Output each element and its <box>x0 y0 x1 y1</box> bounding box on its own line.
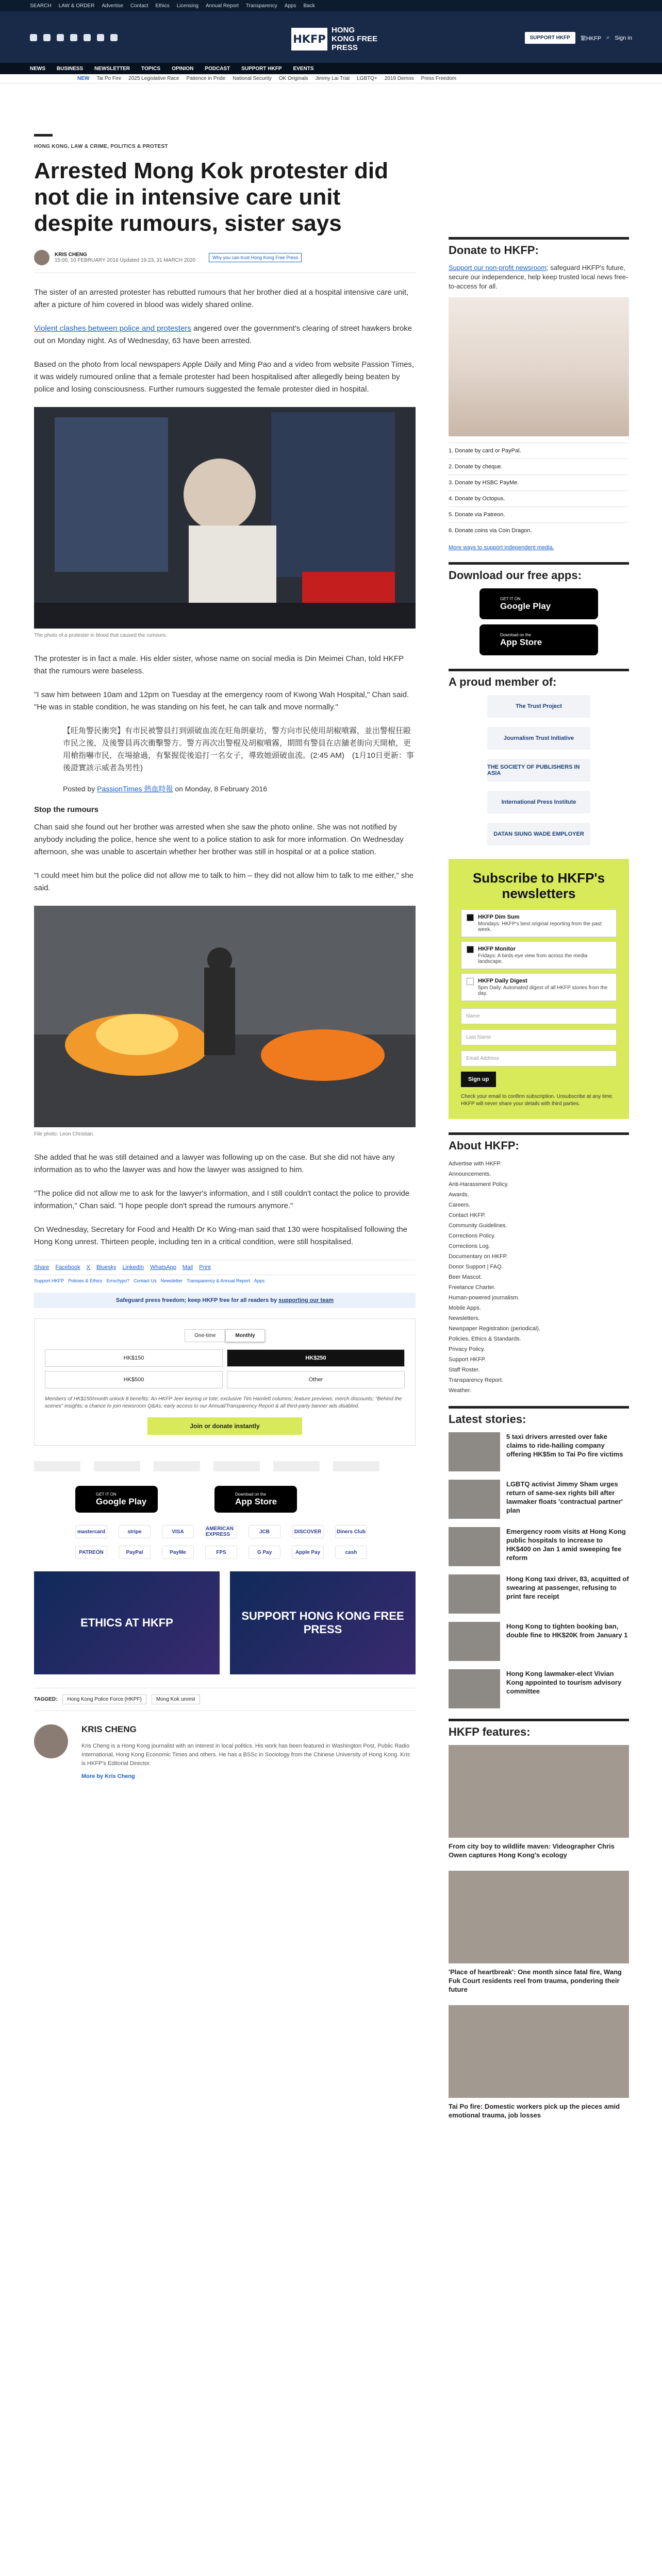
about-link[interactable]: Advertise with HKFP. <box>449 1161 502 1167</box>
about-link[interactable]: Staff Roster. <box>449 1367 480 1373</box>
donate-heading: Donate to HKFP: <box>449 244 539 257</box>
story-title[interactable]: Emergency room visits at Hong Kong public hospitals to increase to HK$400 on Jan 1 amid sweeping fee reform <box>506 1528 626 1562</box>
support-link[interactable]: Policies & Ethics <box>68 1278 103 1283</box>
about-link[interactable]: Corrections Log. <box>449 1243 490 1249</box>
checkbox-checked[interactable] <box>467 914 474 921</box>
member-badges-row <box>34 1461 416 1471</box>
about-link[interactable]: Newsletters. <box>449 1315 480 1321</box>
app-store-button[interactable] <box>214 1486 297 1513</box>
story-title[interactable]: Hong Kong taxi driver, 83, acquitted of swearing at passenger, refusing to print fare receipt <box>506 1575 629 1600</box>
trending-item[interactable]: 2019 Demos <box>384 76 414 81</box>
about-link[interactable]: Human-powered journalism. <box>449 1295 520 1301</box>
support-hkfp-button[interactable]: SUPPORT HKFP <box>525 32 575 44</box>
newsletter-signup <box>449 859 629 1119</box>
header-actions <box>525 32 633 44</box>
paragraph: Chan said she found out her brother was arrested when she saw the photo online. She was not notified by anybody including the police, hence she went to a police station to ask for more information. On Wednesday afternoon, she was unable to ascertain whether her brother was still in hospital or at a police station. <box>34 823 404 856</box>
share-facebook[interactable]: Facebook <box>55 1264 80 1270</box>
embedded-post-credit <box>63 784 416 794</box>
paragraph: The sister of an arrested protester has rebutted rumours that her brother died at a hospital intensive care unit, after a picture of him covered in blood was widely shared online. <box>34 288 409 309</box>
store-small: GET IT ON <box>500 596 521 601</box>
about-links <box>449 1159 629 1396</box>
facebook-icon[interactable] <box>30 34 37 41</box>
donate-method[interactable]: 3. Donate by HSBC PayMe. <box>449 474 629 490</box>
author-photo[interactable] <box>34 1724 68 1758</box>
about-link[interactable]: Beer Mascot. <box>449 1274 482 1280</box>
about-link[interactable]: Documentary on HKFP. <box>449 1253 508 1260</box>
trending-item[interactable]: Patience in Pride <box>186 76 226 81</box>
section-heading: Stop the rumours <box>34 805 99 814</box>
social-icons <box>30 34 118 41</box>
about-link[interactable]: Donor Support | FAQ. <box>449 1264 503 1270</box>
paragraph: On Wednesday, Secretary for Food and Health Dr Ko Wing-man said that 130 were hospitalised following the Hong Kong unrest. Thirteen people, including ten in a critical condition, were still hospitalised. <box>34 1225 407 1246</box>
logo-text: HONG KONG FREE PRESS <box>332 26 378 52</box>
story-title[interactable]: Hong Kong lawmaker-elect Vivian Kong appointed to tourism advisory committee <box>506 1670 622 1695</box>
tag[interactable]: Mong Kok unrest <box>152 1694 200 1704</box>
app-store-button[interactable] <box>479 624 598 655</box>
about-link[interactable]: Corrections Policy. <box>449 1233 495 1239</box>
badge-logo <box>333 1461 379 1471</box>
tag[interactable]: Hong Kong Police Force (HKPF) <box>62 1694 146 1704</box>
checkbox-unchecked[interactable] <box>467 978 474 985</box>
feature-image[interactable] <box>449 1871 629 1963</box>
payment-logo: stripe <box>119 1525 151 1538</box>
newsletter-note: Check your email to confirm subscription. Unsubscribe at any time. HKFP will never share your details with third parties. <box>461 1094 614 1107</box>
story-thumbnail[interactable] <box>449 1574 500 1614</box>
topbar-advertise[interactable]: Advertise <box>102 3 124 9</box>
donate-method[interactable]: 5. Donate via Patreon. <box>449 506 629 522</box>
signin-link[interactable]: Sign in <box>615 35 632 41</box>
passiontimes-link[interactable]: PassionTimes 熱血時報 <box>97 785 173 793</box>
newsletter-option[interactable] <box>461 973 617 1001</box>
store-name: Google Play <box>96 1496 147 1506</box>
story-thumbnail[interactable] <box>449 1432 500 1471</box>
store-name: App Store <box>235 1496 277 1506</box>
topbar-annual-report[interactable]: Annual Report <box>205 3 239 9</box>
story-item[interactable] <box>449 1622 629 1661</box>
about-link[interactable]: Weather. <box>449 1387 471 1394</box>
rss-icon[interactable] <box>110 34 118 41</box>
support-link[interactable]: Contact Us <box>134 1278 157 1283</box>
payment-logo: AMERICAN EXPRESS <box>205 1525 237 1538</box>
support-link[interactable]: Apps <box>254 1278 265 1283</box>
badge-logo <box>273 1461 320 1471</box>
newsletter-name: HKFP Monitor <box>478 946 516 952</box>
author-box <box>34 1724 416 1780</box>
lang-switch[interactable]: 繁HKFP <box>580 35 602 42</box>
donate-text-rest: ; safeguard HKFP's future, secure our independence, help keep trusted local news free-to-access for all. <box>449 264 628 290</box>
badge-logo <box>213 1461 260 1471</box>
members-benefits: Members of HK$150/month unlock 8 benefits: An HKFP Jeer keyring or tote; exclusive Tim Hamlett columns; feature previews; merch discounts; "Behind the scenes" insights; a chance to join newsroom Q&As; early access to our Annual/Transparency Report & all third-party banner ads disabled. <box>45 1396 402 1409</box>
support-links <box>34 1278 416 1283</box>
badge-logo <box>154 1461 200 1471</box>
newsletter-desc: Mondays: HKFP's best original reporting from the past week. <box>478 921 602 933</box>
nav-news[interactable]: NEWS <box>30 65 45 72</box>
feature-item[interactable] <box>449 1871 629 1994</box>
share-whatsapp[interactable]: WhatsApp <box>150 1264 176 1270</box>
instagram-icon[interactable] <box>43 34 51 41</box>
payment-logo: mastercard <box>75 1525 107 1538</box>
topbar-search[interactable]: SEARCH <box>30 3 52 9</box>
signup-button[interactable]: Sign up <box>461 1072 496 1087</box>
story-thumbnail[interactable] <box>449 1622 500 1661</box>
newsletter-desc: Fridays: A birds-eye view from across the media landscape. <box>478 953 588 964</box>
payment-logo: Diners Club <box>335 1525 367 1538</box>
amount-options <box>45 1349 405 1388</box>
posted-prefix: Posted by <box>63 785 97 793</box>
search-icon[interactable]: ⌕ <box>606 35 610 41</box>
payment-methods <box>34 1525 416 1559</box>
donate-method[interactable]: 2. Donate by cheque. <box>449 459 629 474</box>
file-photo <box>34 906 416 1127</box>
toggle-monthly[interactable]: Monthly <box>225 1329 264 1342</box>
paragraph-text: angered over the government's clearing of street hawkers broke out on Monday night. As of Wednesday, 63 have been arrested. <box>34 324 412 345</box>
promo-banners <box>34 1571 416 1674</box>
payment-logo: Apple Pay <box>292 1546 324 1559</box>
badge-logo <box>34 1461 80 1471</box>
topbar-apps[interactable]: Apps <box>284 3 296 9</box>
payment-logo: PayPal <box>119 1546 151 1559</box>
more-ways-link[interactable]: More ways to support independent media. <box>449 545 554 551</box>
about-link[interactable]: Careers. <box>449 1202 471 1208</box>
about-link[interactable]: Freelance Charter. <box>449 1284 496 1291</box>
store-small: Download on the <box>235 1492 267 1497</box>
tagged-label: TAGGED: <box>34 1697 58 1702</box>
support-link[interactable]: Transparency & Annual Report <box>187 1278 250 1283</box>
support-link[interactable]: Error/typo? <box>106 1278 130 1283</box>
paragraph: "I saw him between 10am and 12pm on Tuesday at the emergency room of Kwong Wah Hospital," Chan said. "He was in stable condition, he was standing on his feet, he can talk and move normally." <box>34 690 409 711</box>
photo-caption: File photo: Leon Christian. <box>34 1131 94 1137</box>
topbar-back[interactable]: Back <box>303 3 315 9</box>
about-link[interactable]: Support HKFP. <box>449 1357 486 1363</box>
tags-row <box>34 1688 416 1711</box>
trending-item[interactable]: Jimmy Lai Trial <box>315 76 350 81</box>
story-thumbnail[interactable] <box>449 1480 500 1519</box>
nav-support[interactable]: SUPPORT HKFP <box>241 65 282 72</box>
checkbox-checked[interactable] <box>467 946 474 953</box>
feature-image[interactable] <box>449 1745 629 1838</box>
donate-text <box>449 263 629 291</box>
article-categories[interactable]: HONG KONG, LAW & CRIME, POLITICS & PROTEST <box>34 144 168 149</box>
donate-method[interactable]: 6. Donate coins via Coin Dragon. <box>449 522 629 538</box>
nav-opinion[interactable]: OPINION <box>172 65 194 72</box>
nav-podcast[interactable]: PODCAST <box>205 65 230 72</box>
paragraph: She added that he was still detained and a lawyer was following up on the case. But she did not have any information as to who the lawyer was and how the lawyer was assigned to him. <box>34 1153 395 1174</box>
toggle-one-time[interactable]: One-time <box>185 1329 225 1342</box>
ethics-banner[interactable]: ETHICS AT HKFP <box>34 1571 220 1674</box>
youtube-icon[interactable] <box>97 34 104 41</box>
store-name: Google Play <box>500 601 551 611</box>
newsletter-option[interactable] <box>461 909 617 937</box>
topbar-transparency[interactable]: Transparency <box>245 3 277 9</box>
donate-widget <box>34 1318 416 1446</box>
linkedin-icon[interactable] <box>57 34 64 41</box>
share-mail[interactable]: Mail <box>182 1264 193 1270</box>
share-bluesky[interactable]: Bluesky <box>96 1264 117 1270</box>
store-name: App Store <box>500 637 542 647</box>
member-heading: A proud member of: <box>449 675 557 688</box>
share-label: Share <box>34 1264 49 1270</box>
logo-box: HKFP <box>291 28 327 50</box>
about-link[interactable]: Anti-Harassment Policy. <box>449 1181 509 1188</box>
frequency-toggle <box>45 1329 405 1342</box>
nav-business[interactable]: BUSINESS <box>57 65 84 72</box>
payment-logo: VISA <box>162 1525 194 1538</box>
photo-caption: The photo of a protester in blood that caused the rumours. <box>34 633 167 638</box>
photo-illustration <box>34 906 416 1127</box>
trending-item[interactable]: Tai Po Fire <box>96 76 122 81</box>
donate-methods <box>449 443 629 538</box>
nav-newsletter[interactable]: NEWSLETTER <box>94 65 130 72</box>
trust-link[interactable]: Why you can trust Hong Kong Free Press <box>209 253 302 262</box>
google-play-button[interactable] <box>479 588 598 619</box>
nav-topics[interactable]: TOPICS <box>141 65 161 72</box>
about-link[interactable]: Announcements. <box>449 1171 491 1177</box>
amount-option[interactable]: HK$150 <box>45 1349 223 1367</box>
latest-section <box>449 1406 629 1708</box>
feature-image[interactable] <box>449 2005 629 2098</box>
payment-logo: cash <box>335 1546 367 1559</box>
safeguard-banner <box>34 1293 416 1308</box>
donate-method[interactable]: 4. Donate by Octopus. <box>449 490 629 506</box>
trending-label: NEW <box>77 76 90 81</box>
topbar-licensing[interactable]: Licensing <box>176 3 198 9</box>
author-avatar[interactable] <box>34 250 49 265</box>
store-small: Download on the <box>500 632 532 637</box>
photo-illustration <box>34 407 416 629</box>
trending-item[interactable]: LGBTQ+ <box>357 76 377 81</box>
payment-logo: PayMe <box>162 1546 194 1559</box>
member-logo[interactable]: Journalism Trust Initiative <box>487 727 590 750</box>
donate-method[interactable]: 1. Donate by card or PayPal. <box>449 443 629 459</box>
about-link[interactable]: Community Guidelines. <box>449 1223 507 1229</box>
share-linkedin[interactable]: LinkedIn <box>122 1264 144 1270</box>
features-heading: HKFP features: <box>449 1725 531 1738</box>
about-link[interactable]: Transparency Report. <box>449 1377 503 1383</box>
member-section <box>449 669 629 845</box>
kicker-bar <box>34 134 53 137</box>
share-print[interactable]: Print <box>199 1264 211 1270</box>
threads-icon[interactable] <box>84 34 91 41</box>
about-link[interactable]: Awards. <box>449 1192 469 1198</box>
posted-suffix: on Monday, 8 February 2016 <box>173 785 268 793</box>
apps-section <box>449 562 629 655</box>
story-title[interactable]: LGBTQ activist Jimmy Sham urges return of same-sex rights bill after lawmaker floats 'contractual partner' plan <box>506 1480 623 1514</box>
badge-logo <box>94 1461 140 1471</box>
story-item[interactable] <box>449 1669 629 1708</box>
about-section <box>449 1132 629 1396</box>
feature-title[interactable]: 'Place of heartbreak': One month since fatal fire, Wang Fuk Court residents reel from trauma, pondering their future <box>449 1968 622 1993</box>
about-link[interactable]: Policies, Ethics & Standards. <box>449 1336 521 1342</box>
x-icon[interactable] <box>70 34 77 41</box>
embedded-post-text: 【旺角警民衝突】有市民被警員打到頭破血流在旺角朗豪坊，警方向市民使用胡椒噴霧，並出警棍狂毆市民之後，及後警員再次衝擊警方。警方再次出警棍及胡椒噴霧，期間有警員在店舖老街向天開槍，更用槍指嚇市民，在場搶過，有緊握從後追打一名女子，導致她頭破血流。(2:45 AM) (1月10日更新：事後證實該示威者為男性) <box>63 726 414 772</box>
support-link[interactable]: Support HKFP <box>34 1278 64 1283</box>
payment-logo: DISCOVER <box>292 1525 324 1538</box>
topbar-ethics[interactable]: Ethics <box>155 3 170 9</box>
payment-logo: FPS <box>205 1546 237 1559</box>
paragraph: The protester is in fact a male. His elder sister, whose name on social media is Din Meimei Chan, told HKFP that the rumours were baseless. <box>34 654 404 675</box>
amount-option[interactable]: HK$500 <box>45 1371 223 1388</box>
app-store-row <box>34 1486 416 1513</box>
trending-item[interactable]: Press Freedom <box>421 76 456 81</box>
story-title[interactable]: Hong Kong to tighten booking ban, double fine to HK$20K from January 1 <box>506 1622 628 1639</box>
trending-item[interactable]: 2025 Legislative Race <box>128 76 179 81</box>
trending-item[interactable]: OK Originals <box>278 76 308 81</box>
top-utility-bar <box>0 0 662 11</box>
about-link[interactable]: Privacy Policy. <box>449 1346 485 1352</box>
support-link[interactable]: Newsletter <box>160 1278 183 1283</box>
feature-item[interactable] <box>449 1745 629 1859</box>
google-play-button[interactable] <box>75 1486 158 1513</box>
apps-heading: Download our free apps: <box>449 569 582 582</box>
byline <box>34 250 416 273</box>
article-body <box>34 286 416 1248</box>
share-x[interactable]: X <box>86 1264 91 1270</box>
paragraph: "The police did not allow me to ask for the lawyer's information, and I still couldn't contact the police to provide information," Chan said. "I hope people don't spread the rumours anymore." <box>34 1189 410 1210</box>
member-logos <box>449 695 629 845</box>
newsletter-heading: Subscribe to HKFP's newsletters <box>472 870 605 901</box>
story-title[interactable]: 5 taxi drivers arrested over fake claims to ride-hailing company offering HK$5m to Tai Po fire victims <box>506 1433 623 1458</box>
author-bio: Kris Cheng is a Hong Kong journalist with an interest in local politics. His work has been featured in Washington Post, Public Radio International, Hong Kong Economic Times and others. He has a BSSc in Sociology from the Chinese University of Hong Kong. Kris is HKFP's Editorial Director. <box>81 1743 410 1767</box>
topbar-contact[interactable]: Contact <box>130 3 148 9</box>
member-logo[interactable]: THE SOCIETY OF PUBLISHERS IN ASIA <box>487 759 590 782</box>
paragraph <box>34 323 416 347</box>
about-heading: About HKFP: <box>449 1139 519 1152</box>
join-button[interactable]: Join or donate instantly <box>147 1417 302 1435</box>
latest-heading: Latest stories: <box>449 1413 526 1426</box>
protester-photo <box>34 407 416 629</box>
payment-logo: JCB <box>249 1525 280 1538</box>
about-link[interactable]: Newspaper Registration (periodical). <box>449 1326 540 1332</box>
more-by-author-link[interactable]: More by Kris Cheng <box>81 1773 135 1780</box>
story-item[interactable] <box>449 1480 629 1519</box>
story-thumbnail[interactable] <box>449 1527 500 1566</box>
about-link[interactable]: Contact HKFP. <box>449 1212 486 1218</box>
author-name[interactable]: KRIS CHENG <box>55 252 87 258</box>
feature-title[interactable]: Tai Po fire: Domestic workers pick up the pieces amid emotional trauma, job losses <box>449 2103 620 2119</box>
donate-section <box>449 237 629 551</box>
features-section <box>449 1719 629 2120</box>
member-logo[interactable]: International Press Institute <box>487 791 590 814</box>
feature-title[interactable]: From city boy to wildlife maven: Videographer Chris Owen captures Hong Kong's ecology <box>449 1842 615 1859</box>
name-field[interactable]: Name <box>461 1008 617 1024</box>
clashes-link[interactable]: Violent clashes between police and protesters <box>34 324 191 333</box>
safeguard-text: Safeguard press freedom; keep HKFP free for all readers by <box>115 1297 279 1303</box>
last-name-field[interactable]: Last Name <box>461 1029 617 1045</box>
amount-option-selected[interactable]: HK$250 <box>227 1349 405 1367</box>
safeguard-link[interactable]: supporting our team <box>278 1297 334 1303</box>
share-bar <box>34 1260 416 1275</box>
support-banner[interactable]: SUPPORT HONG KONG FREE PRESS <box>230 1571 416 1674</box>
site-header <box>0 11 662 63</box>
story-item[interactable] <box>449 1574 629 1614</box>
trending-item[interactable]: National Security <box>233 76 272 81</box>
member-logo[interactable]: The Trust Project <box>487 695 590 718</box>
topbar-law[interactable]: LAW & ORDER <box>58 3 95 9</box>
article-column <box>34 134 416 1780</box>
article-title: Arrested Mong Kok protester did not die in intensive care unit despite rumours, sister says <box>34 158 388 236</box>
story-item[interactable] <box>449 1432 629 1471</box>
member-logo[interactable]: DATAN SIUNG WADE EMPLOYER <box>487 823 590 845</box>
site-logo[interactable] <box>291 26 378 52</box>
donate-newsroom-link[interactable]: Support our non-profit newsroom <box>449 264 547 272</box>
story-item[interactable] <box>449 1527 629 1566</box>
email-field[interactable]: Email Address <box>461 1050 617 1066</box>
nav-events[interactable]: EVENTS <box>293 65 314 72</box>
newsletter-name: HKFP Dim Sum <box>478 914 520 920</box>
paragraph: Based on the photo from local newspapers Apple Daily and Ming Pao and a video from website Passion Times, it was widely rumoured online that a female protester had been hospitalised after allegedly being beaten by police and losing consciousness. Further rumours suggested the female protester died in hospital. <box>34 360 415 394</box>
payment-logo: PATREON <box>75 1546 107 1559</box>
author-box-name[interactable]: KRIS CHENG <box>81 1724 137 1734</box>
newsletter-option[interactable] <box>461 941 617 969</box>
newsletter-desc: 5pm Daily. Automated digest of all HKFP stories from the day. <box>478 985 608 996</box>
newsletter-name: HKFP Daily Digest <box>478 978 527 984</box>
paragraph: "I could meet him but the police did not allow me to talk to him – they did not allow him to talk to me either," she said. <box>34 871 414 892</box>
sidebar <box>449 57 629 2131</box>
store-small: GET IT ON <box>96 1492 117 1497</box>
payment-logo: G Pay <box>249 1546 280 1559</box>
article-date: 15:00, 10 FEBRUARY 2016 Updated 19:23, 31 MARCH 2020 <box>55 258 196 263</box>
feature-item[interactable] <box>449 2005 629 2120</box>
donate-graphic <box>449 297 629 436</box>
sidebar-store-buttons <box>449 588 629 655</box>
story-thumbnail[interactable] <box>449 1669 500 1708</box>
amount-option[interactable]: Other <box>227 1371 405 1388</box>
about-link[interactable]: Mobile Apps. <box>449 1305 481 1311</box>
